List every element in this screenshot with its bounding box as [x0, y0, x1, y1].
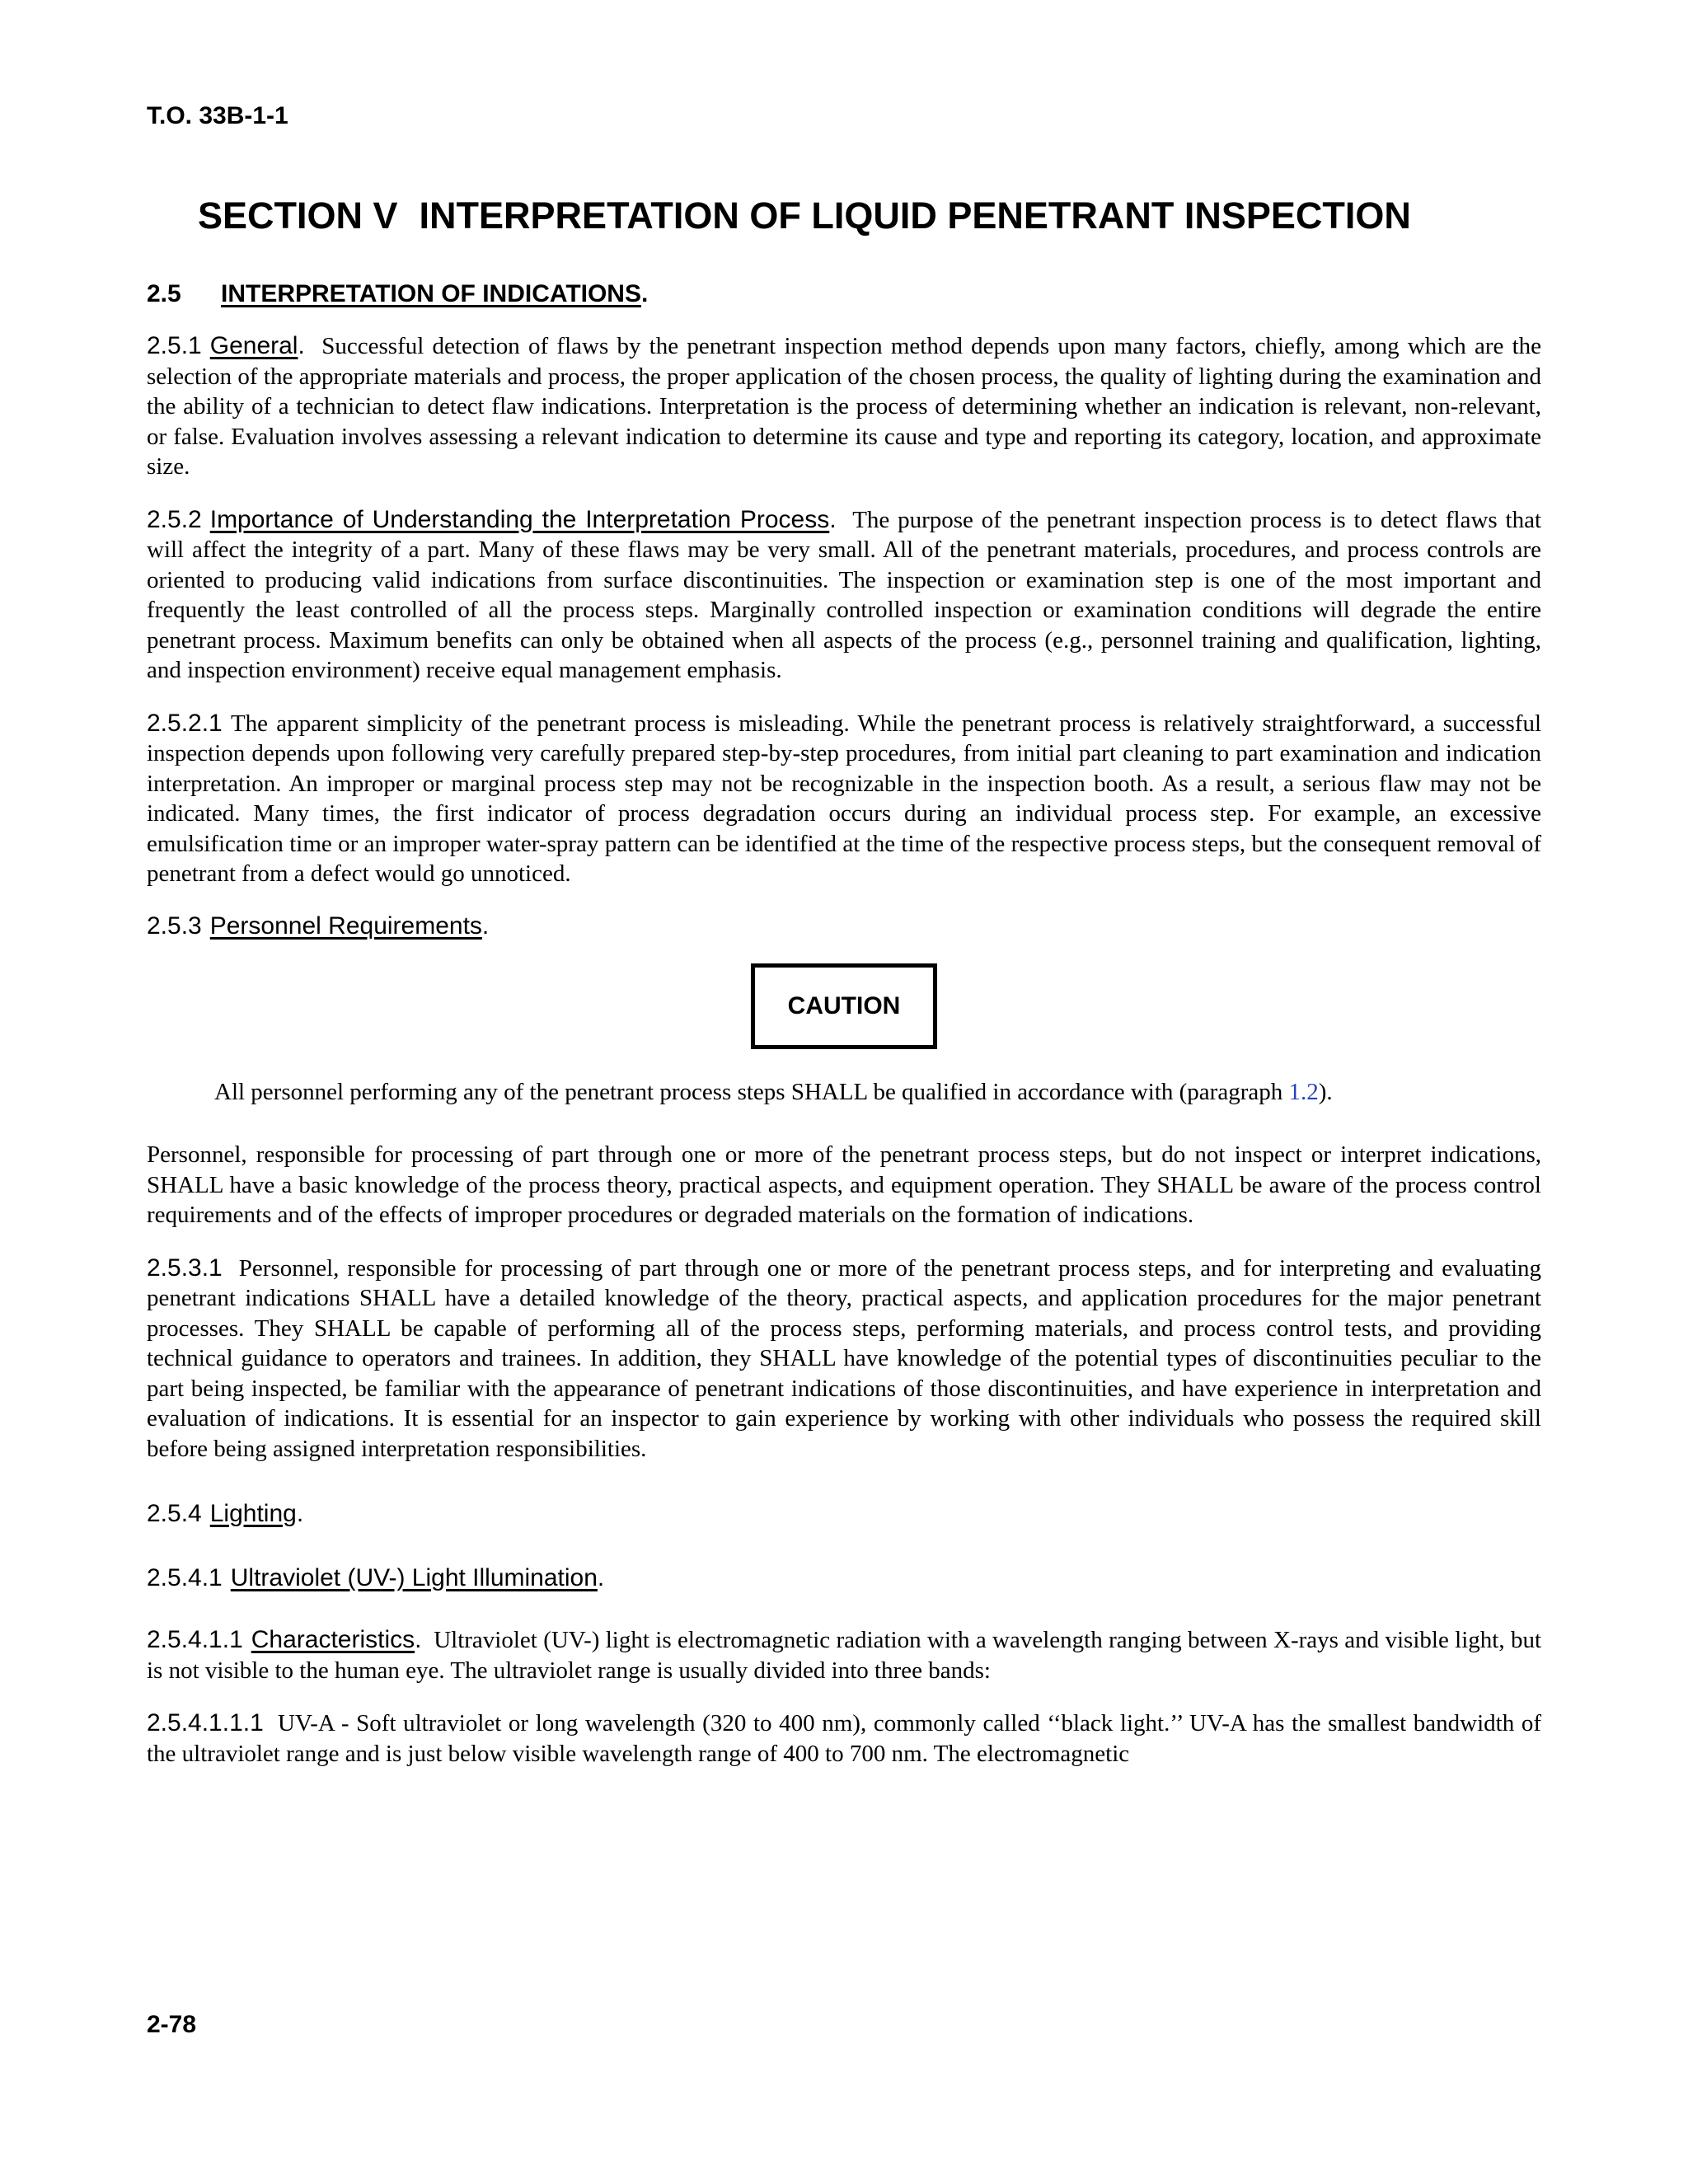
- paragraph-2-5-2-1: [147, 709, 1541, 889]
- paragraph-text: Personnel, responsible for processing of part through one or more of the penetrant process steps, and for interpreting and evaluating penetrant indications SHALL have a detailed knowledge of the theory, practical aspects, and application procedures for the major penetrant processes. They SHALL be capable of performing all of the process steps, performing materials, and process control tests, and providing technical guidance to operators and trainees. In addition, they SHALL have knowledge of the potential types of discontinuities peculiar to the part being inspected, be familiar with the appearance of penetrant indications of those discontinuities, and have experience in interpretation and evaluation of indications. It is essential for an inspector to gain experience by working with other individuals who possess the required skill before being assigned interpretation responsibilities.: [147, 1254, 1541, 1462]
- paragraph-2-5-4-1-1: 2.5.4.1.1 Characteristics. Ultraviolet (UV-) light is electromagnetic radiation with a wavelength ranging between X-rays and visible light, but is not visible to the human eye. The ultraviolet range is usually divided into three bands:: [147, 1626, 1542, 1684]
- caution-wrapper: [147, 963, 1541, 1049]
- paragraph-personnel: Personnel, responsible for processing of part through one or more of the penetrant process steps, but do not inspect or interpret indications, SHALL have a basic knowledge of the process theory, practical aspects, and equipment operation. They SHALL be aware of the process control requirements and of the effects of improper procedures or degraded materials on the formation of indications.: [147, 1141, 1541, 1228]
- paragraph-heading: Lighting: [209, 1500, 297, 1527]
- paragraph-text: UV-A - Soft ultraviolet or long wavelength (320 to 400 nm), commonly called ‘‘black light.’’ UV-A has the smallest bandwidth of the ultraviolet range and is just below visible wavelength range of 400 to 700 nm. The electromagnetic: [147, 1710, 1541, 1767]
- section-heading: INTERPRETATION OF LIQUID PENETRANT INSPECTION: [419, 194, 1411, 237]
- heading-2-5-4: 2.5.4 Lighting.: [147, 1500, 304, 1527]
- paragraph-number: 2.5.2.1: [147, 709, 223, 737]
- paragraph-heading: Characteristics: [251, 1626, 415, 1653]
- paragraph-2-5-1: 2.5.1 General. Successful detection of flaws by the penetrant inspection method depends upon many factors, chiefly, among which are the selection of the appropriate materials and process, the proper application of the chosen process, the quality of lighting during the examination and the ability of a technician to detect flaw indications. Interpretation is the process of determining whether an indication is relevant, non-relevant, or false. Evaluation involves assessing a relevant indication to determine its cause and type and reporting its category, location, and approximate size.: [147, 332, 1542, 480]
- paragraph-text: Successful detection of flaws by the penetrant inspection method depends upon many factors, chiefly, among which are the selection of the appropriate materials and process, the proper application of the chosen process, the quality of lighting during the examination and the ability of a technician to detect flaw indications. Interpretation is the process of determining whether an indication is relevant, non-relevant, or false. Evaluation involves assessing a relevant indication to determine its cause and type and reporting its category, location, and approximate size.: [147, 333, 1542, 480]
- paragraph-heading: General: [209, 332, 298, 359]
- section-title: [198, 194, 1411, 237]
- paragraph-number: 2.5.3.1: [147, 1254, 223, 1282]
- paragraph-text: The purpose of the penetrant inspection process is to detect flaws that will affect the integrity of a part. Many of these flaws may be very small. All of the penetrant materials, procedures, and process controls are oriented to producing valid indications from surface discontinuities. The inspection or examination step is one of the most important and frequently the least controlled of all the process steps. Marginally controlled inspection or examination conditions will degrade the entire penetrant process. Maximum benefits can only be obtained when all aspects of the process (e.g., personnel training and qualification, lighting, and inspection environment) receive equal management emphasis.: [147, 506, 1541, 683]
- heading-2-5-4-1: 2.5.4.1 Ultraviolet (UV-) Light Illumination.: [147, 1564, 605, 1591]
- paragraph-number: 2.5.4.1.1.1: [147, 1709, 264, 1736]
- paragraph-number: 2.5.2: [147, 505, 202, 533]
- paragraph-link[interactable]: 1.2: [1288, 1078, 1319, 1105]
- paragraph-2-5-4-1-1-1: [147, 1708, 1541, 1769]
- paragraph-number: 2.5.1: [147, 332, 202, 359]
- paragraph-number: 2.5.4.1.1: [147, 1626, 243, 1653]
- caution-text: All personnel performing any of the penetrant process steps SHALL be qualified in accordance with (paragraph 1.2).: [214, 1078, 1333, 1105]
- paragraph-heading: Personnel Requirements: [209, 912, 482, 940]
- heading-2-5: 2.5 INTERPRETATION OF INDICATIONS.: [147, 280, 649, 307]
- heading-number: 2.5: [147, 280, 181, 307]
- paragraph-text: Ultraviolet (UV-) light is electromagnetic radiation with a wavelength ranging between X-rays and visible light, but is not visible to the human eye. The ultraviolet range is usually divided into three bands:: [147, 1627, 1542, 1684]
- document-id-header: T.O. 33B-1-1: [147, 102, 288, 129]
- paragraph-heading: Importance of Understanding the Interpretation Process: [209, 505, 830, 533]
- paragraph-number: 2.5.4: [147, 1500, 202, 1527]
- page-number: 2-78: [147, 2011, 197, 2038]
- paragraph-heading: Ultraviolet (UV-) Light Illumination: [230, 1564, 598, 1591]
- paragraph-2-5-2: 2.5.2 Importance of Understanding the Interpretation Process. The purpose of the penetrant inspection process is to detect flaws that will affect the integrity of a part. Many of these flaws may be very small. All of the penetrant materials, procedures, and process controls are oriented to producing valid indications from surface discontinuities. The inspection or examination step is one of the most important and frequently the least controlled of all the process steps. Marginally controlled inspection or examination conditions will degrade the entire penetrant process. Maximum benefits can only be obtained when all aspects of the process (e.g., personnel training and qualification, lighting, and inspection environment) receive equal management emphasis.: [147, 505, 1541, 683]
- paragraph-number: 2.5.4.1: [147, 1564, 223, 1591]
- heading-title: INTERPRETATION OF INDICATIONS: [221, 280, 641, 307]
- document-body: [147, 280, 1541, 1792]
- caution-box: CAUTION: [751, 963, 937, 1049]
- paragraph-2-5-3-1: [147, 1254, 1541, 1465]
- heading-2-5-3: 2.5.3 Personnel Requirements.: [147, 912, 490, 940]
- paragraph-number: 2.5.3: [147, 912, 202, 940]
- section-number: SECTION V: [198, 194, 398, 237]
- paragraph-text: The apparent simplicity of the penetrant process is misleading. While the penetrant process is relatively straightforward, a successful inspection depends upon following very carefully prepared step-by-step procedures, from initial part cleaning to part examination and indication interpretation. An improper or marginal process step may not be recognizable in the inspection booth. As a result, a serious flaw may not be indicated. Many times, the first indicator of process degradation occurs during an individual process step. For example, an excessive emulsification time or an improper water-spray pattern can be identified at the time of the respective process steps, but the consequent removal of penetrant from a defect would go unnoticed.: [147, 710, 1541, 887]
